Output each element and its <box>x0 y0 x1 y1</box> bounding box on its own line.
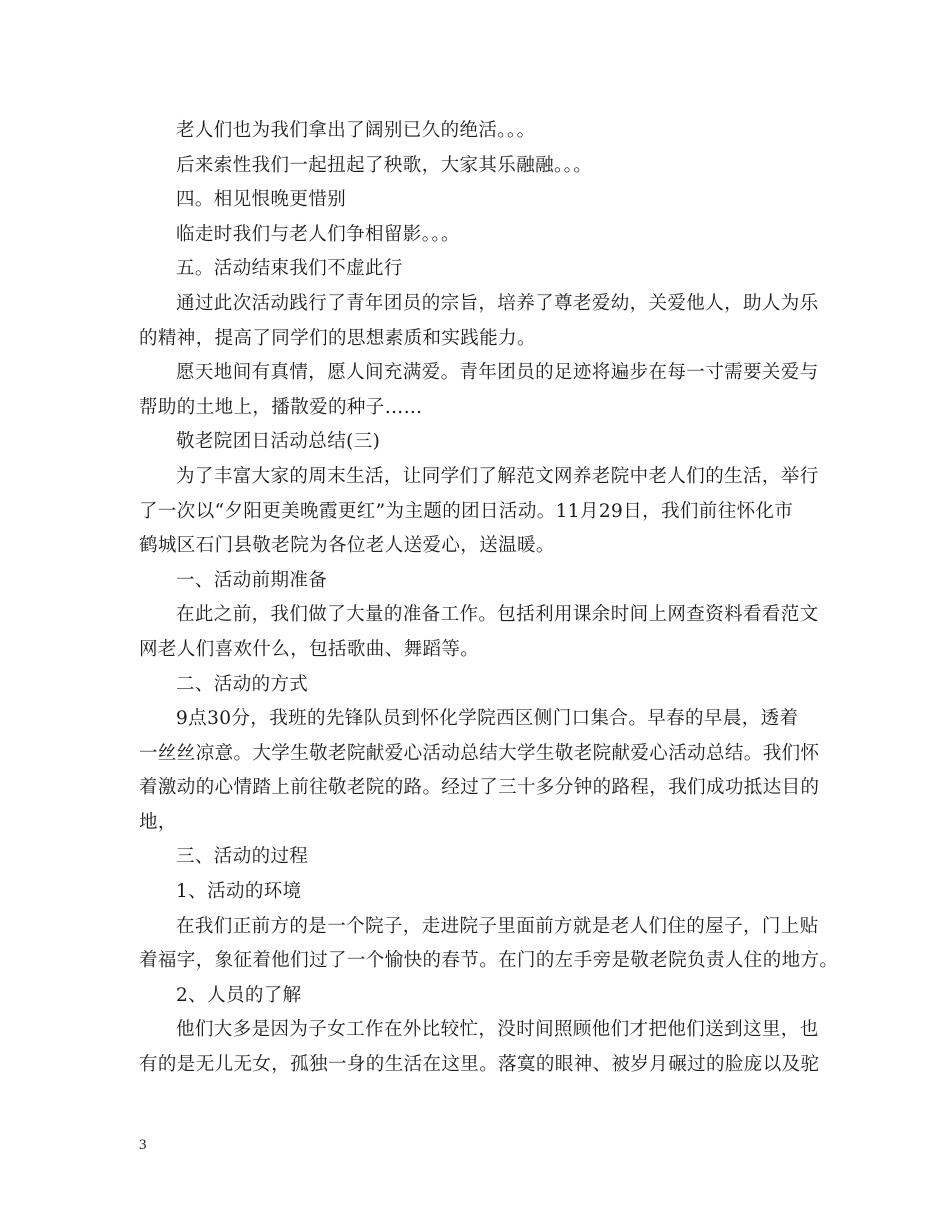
text-line: 着福字，象征着他们过了一个愉快的春节。在门的左手旁是敬老院负责人住的地方。 <box>139 950 839 972</box>
text-line: 着激动的心情踏上前往敬老院的路。经过了三十多分钟的路程，我们成功抵达目的 <box>139 777 820 799</box>
text-line: 老人们也为我们拿出了阔别已久的绝活。。。 <box>176 120 536 141</box>
text-line: 9点30分，我班的先锋队员到怀化学院西区侧门口集合。早春的早晨，透着 <box>176 708 799 730</box>
text-line: 通过此次活动践行了青年团员的宗旨，培养了尊老爱幼，关爱他人，助人为乐 <box>176 292 819 314</box>
section-heading: 三、活动的过程 <box>176 846 309 868</box>
text-line: 后来索性我们一起扭起了秧歌，大家其乐融融。。。 <box>176 154 593 176</box>
subsection-heading: 1、活动的环境 <box>176 881 302 903</box>
text-line: 他们大多是因为子女工作在外比较忙，没时间照顾他们才把他们送到这里，也 <box>176 1019 819 1041</box>
text-line: 愿天地间有真情，愿人间充满爱。青年团员的足迹将遍步在每一寸需要关爱与 <box>176 362 819 384</box>
text-line: 帮助的土地上，播散爱的种子…… <box>139 396 423 418</box>
text-line: 一丝丝凉意。大学生敬老院献爱心活动总结大学生敬老院献爱心活动总结。我们怀 <box>139 742 820 764</box>
document-body <box>139 114 839 1083</box>
text-line: 地， <box>139 811 177 833</box>
section-heading: 二、活动的方式 <box>176 673 309 695</box>
section-heading: 五。活动结束我们不虚此行 <box>176 258 403 280</box>
subsection-heading: 2、人员的了解 <box>176 984 302 1006</box>
text-line: 了一次以“夕阳更美晚霞更红”为主题的团日活动。11月29日，我们前往怀化市 <box>139 500 794 522</box>
page-number: 3 <box>139 1137 147 1153</box>
text-line: 有的是无儿无女，孤独一身的生活在这里。落寞的眼神、被岁月碾过的脸庞以及驼 <box>139 1054 820 1076</box>
text-line: 的精神，提高了同学们的思想素质和实践能力。 <box>139 327 536 349</box>
text-line: 在我们正前方的是一个院子，走进院子里面前方就是老人们住的屋子，门上贴 <box>176 915 819 937</box>
section-heading: 一、活动前期准备 <box>176 569 328 591</box>
document-title: 敬老院团日活动总结(三) <box>176 431 381 453</box>
text-line: 网老人们喜欢什么，包括歌曲、舞蹈等。 <box>139 638 480 660</box>
text-line: 为了丰富大家的周末生活，让同学们了解范文网养老院中老人们的生活，举行 <box>176 465 819 487</box>
section-heading: 四。相见恨晚更惜别 <box>176 189 347 211</box>
text-line: 临走时我们与老人们争相留影。。。 <box>176 223 460 245</box>
text-line: 在此之前，我们做了大量的准备工作。包括利用课余时间上网查资料看看范文 <box>176 604 819 626</box>
text-line: 鹤城区石门县敬老院为各位老人送爱心，送温暖。 <box>139 535 555 557</box>
